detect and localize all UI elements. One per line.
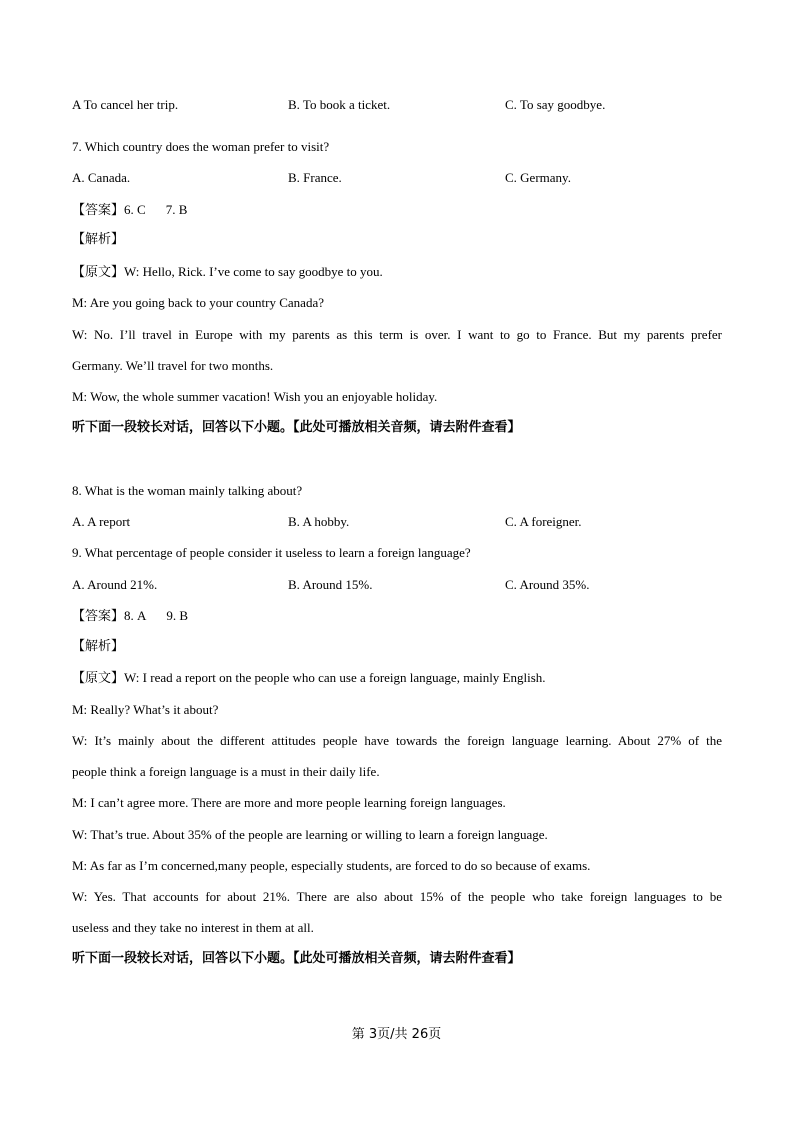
transcript-2-line-8: W: Yes. That accounts for about 21%. There are also about 15% of the people who take foreign languages to be <box>72 889 722 904</box>
q7-option-b: B. France. <box>288 170 342 185</box>
page-footer: 第 3页/共 26页 <box>351 1027 442 1042</box>
transcript-1-line-1 <box>72 264 383 281</box>
q8-option-a: A. A report <box>72 514 131 529</box>
transcript-2-line-4: people think a foreign language is a must in their daily life. <box>72 764 380 779</box>
transcript-2-line-1 <box>72 670 546 687</box>
transcript-1-text: W: Hello, Rick. I’ve come to say goodbye to you. <box>124 264 383 279</box>
transcript-tag: 【原文】 <box>72 265 125 280</box>
transcript-tag: 【原文】 <box>72 671 125 686</box>
answer-8: 8. A <box>124 608 147 623</box>
transcript-2-line-5: M: I can’t agree more. There are more and more people learning foreign languages. <box>72 795 506 810</box>
q6-option-b: B. To book a ticket. <box>288 97 391 112</box>
transcript-1-line-4: Germany. We’ll travel for two months. <box>72 358 274 373</box>
answer-9: 9. B <box>166 608 189 623</box>
q7-option-c: C. Germany. <box>505 170 571 185</box>
q8-question: 8. What is the woman mainly talking about? <box>72 483 303 498</box>
analysis-tag-2: 【解析】 <box>72 639 125 654</box>
listen-prompt-2: 听下面一段较长对话，回答以下小题。【此处可播放相关音频，请去附件查看】 <box>72 951 521 966</box>
q9-question: 9. What percentage of people consider it useless to learn a foreign language? <box>72 545 471 560</box>
q8-option-c: C. A foreigner. <box>505 514 582 529</box>
q9-option-c: C. Around 35%. <box>505 577 590 592</box>
transcript-2-line-2: M: Really? What’s it about? <box>72 702 219 717</box>
answer-line-1 <box>72 202 187 219</box>
q8-option-b: B. A hobby. <box>288 514 350 529</box>
transcript-2-line-9: useless and they take no interest in them at all. <box>72 920 314 935</box>
q7-option-a: A. Canada. <box>72 170 131 185</box>
transcript-1-line-2: M: Are you going back to your country Canada? <box>72 295 324 310</box>
q6-option-a: A To cancel her trip. <box>72 97 179 112</box>
transcript-2-text: W: I read a report on the people who can use a foreign language, mainly English. <box>124 670 546 685</box>
transcript-1-line-5: M: Wow, the whole summer vacation! Wish you an enjoyable holiday. <box>72 389 438 404</box>
q6-option-c: C. To say goodbye. <box>505 97 606 112</box>
answer-tag: 【答案】 <box>72 609 125 624</box>
answer-7: 7. B <box>165 202 188 217</box>
q9-option-b: B. Around 15%. <box>288 577 373 592</box>
answer-6: 6. C <box>124 202 146 217</box>
analysis-tag-1: 【解析】 <box>72 232 125 247</box>
answer-tag: 【答案】 <box>72 203 125 218</box>
listen-prompt-1: 听下面一段较长对话，回答以下小题。【此处可播放相关音频，请去附件查看】 <box>72 420 521 435</box>
transcript-1-line-3: W: No. I’ll travel in Europe with my parents as this term is over. I want to go to France. But my parents prefer <box>72 327 722 342</box>
transcript-2-line-3: W: It’s mainly about the different attitudes people have towards the foreign language learning. About 27% of the <box>72 733 722 748</box>
answer-line-2 <box>72 608 188 625</box>
transcript-2-line-7: M: As far as I’m concerned,many people, especially students, are forced to do so because of exams. <box>72 858 591 873</box>
transcript-2-line-6: W: That’s true. About 35% of the people are learning or willing to learn a foreign language. <box>72 827 548 842</box>
q7-question: 7. Which country does the woman prefer to visit? <box>72 139 330 154</box>
q9-option-a: A. Around 21%. <box>72 577 158 592</box>
